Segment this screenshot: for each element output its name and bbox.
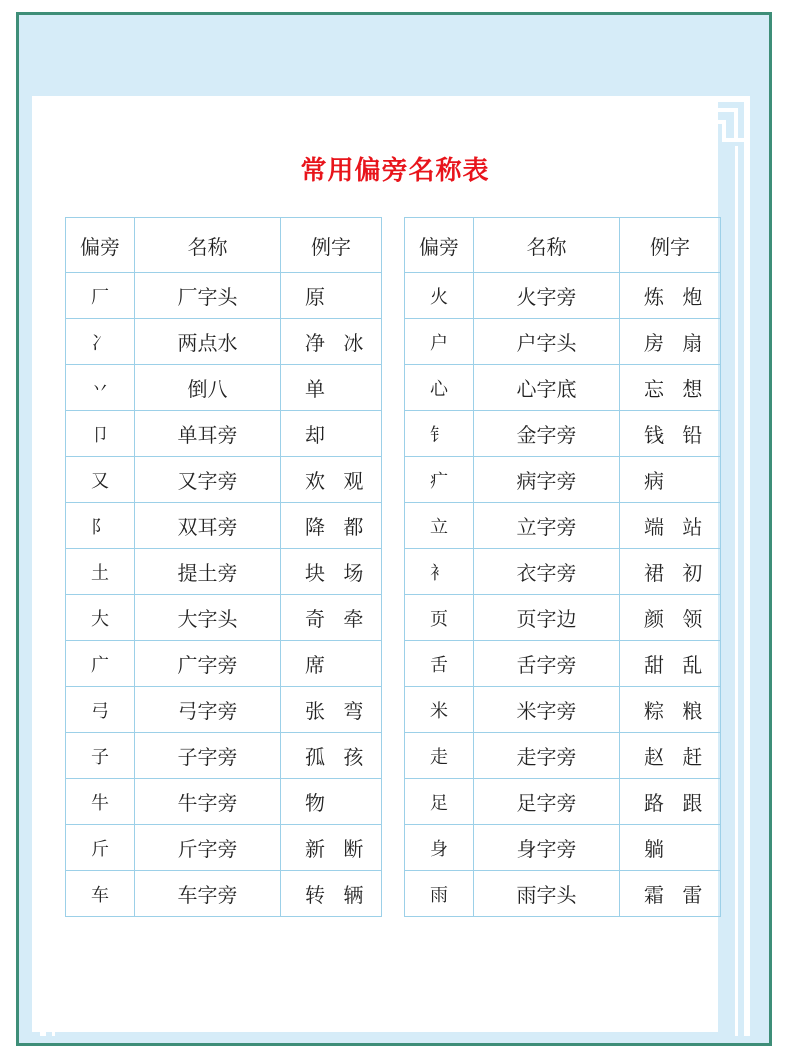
table-row — [405, 457, 721, 503]
radical-name-cell: 病字旁 — [474, 457, 620, 503]
table-row — [66, 549, 382, 595]
radical-name-cell: 厂字头 — [135, 273, 281, 319]
table-row — [405, 411, 721, 457]
radical-cell: 大 — [66, 595, 135, 641]
example-chars-cell: 张 弯 — [281, 687, 382, 733]
radical-cell: 又 — [66, 457, 135, 503]
radical-name-cell: 两点水 — [135, 319, 281, 365]
example-chars-cell: 病 — [620, 457, 721, 503]
radical-name-cell: 衣字旁 — [474, 549, 620, 595]
radical-cell: 走 — [405, 733, 474, 779]
radical-cell: 户 — [405, 319, 474, 365]
radical-cell: 页 — [405, 595, 474, 641]
table-row — [405, 687, 721, 733]
radical-cell: 火 — [405, 273, 474, 319]
radical-name-cell: 身字旁 — [474, 825, 620, 871]
example-chars-cell: 路 跟 — [620, 779, 721, 825]
radical-name-cell: 单耳旁 — [135, 411, 281, 457]
table-row — [405, 549, 721, 595]
table-row — [66, 871, 382, 917]
table-row — [405, 273, 721, 319]
radical-cell: 心 — [405, 365, 474, 411]
example-chars-cell: 霜 雷 — [620, 871, 721, 917]
example-chars-cell: 裙 初 — [620, 549, 721, 595]
right-radical-table — [404, 217, 721, 917]
header-examples: 例字 — [281, 218, 382, 273]
radical-name-cell: 斤字旁 — [135, 825, 281, 871]
radical-name-cell: 双耳旁 — [135, 503, 281, 549]
table-row — [66, 779, 382, 825]
header-radical: 偏旁 — [405, 218, 474, 273]
radical-name-cell: 火字旁 — [474, 273, 620, 319]
radical-name-cell: 立字旁 — [474, 503, 620, 549]
radical-cell: 子 — [66, 733, 135, 779]
table-row — [405, 733, 721, 779]
example-chars-cell: 端 站 — [620, 503, 721, 549]
table-row — [405, 595, 721, 641]
example-chars-cell: 奇 牵 — [281, 595, 382, 641]
page-title: 常用偏旁名称表 — [300, 156, 490, 186]
radical-name-cell: 雨字头 — [474, 871, 620, 917]
example-chars-cell: 物 — [281, 779, 382, 825]
example-chars-cell: 甜 乱 — [620, 641, 721, 687]
radical-name-cell: 户字头 — [474, 319, 620, 365]
example-chars-cell: 席 — [281, 641, 382, 687]
table-row — [66, 411, 382, 457]
example-chars-cell: 欢 观 — [281, 457, 382, 503]
radical-cell: 广 — [66, 641, 135, 687]
radical-name-cell: 走字旁 — [474, 733, 620, 779]
radical-cell: 米 — [405, 687, 474, 733]
example-chars-cell: 赵 赶 — [620, 733, 721, 779]
radical-cell: 雨 — [405, 871, 474, 917]
table-row — [66, 365, 382, 411]
example-chars-cell: 孤 孩 — [281, 733, 382, 779]
radical-name-cell: 牛字旁 — [135, 779, 281, 825]
table-row — [405, 503, 721, 549]
radical-cell: 斤 — [66, 825, 135, 871]
example-chars-cell: 块 场 — [281, 549, 382, 595]
header-radical: 偏旁 — [66, 218, 135, 273]
radical-name-cell: 车字旁 — [135, 871, 281, 917]
table-row — [66, 687, 382, 733]
table-header-row — [66, 218, 382, 273]
example-chars-cell: 单 — [281, 365, 382, 411]
example-chars-cell: 新 断 — [281, 825, 382, 871]
radical-name-cell: 大字头 — [135, 595, 281, 641]
table-header-row — [405, 218, 721, 273]
table-row — [66, 273, 382, 319]
radical-cell: 弓 — [66, 687, 135, 733]
radical-name-cell: 广字旁 — [135, 641, 281, 687]
header-name: 名称 — [135, 218, 281, 273]
radical-name-cell: 页字边 — [474, 595, 620, 641]
radical-cell: 疒 — [405, 457, 474, 503]
radical-cell: 车 — [66, 871, 135, 917]
table-row — [405, 641, 721, 687]
example-chars-cell: 粽 粮 — [620, 687, 721, 733]
table-row — [66, 733, 382, 779]
example-chars-cell: 炼 炮 — [620, 273, 721, 319]
header-name: 名称 — [474, 218, 620, 273]
radical-cell: 身 — [405, 825, 474, 871]
radical-cell: 阝 — [66, 503, 135, 549]
radical-name-cell: 足字旁 — [474, 779, 620, 825]
radical-cell: 卩 — [66, 411, 135, 457]
table-row — [66, 595, 382, 641]
example-chars-cell: 降 都 — [281, 503, 382, 549]
radical-name-cell: 子字旁 — [135, 733, 281, 779]
example-chars-cell: 躺 — [620, 825, 721, 871]
radical-name-cell: 又字旁 — [135, 457, 281, 503]
radical-cell: 舌 — [405, 641, 474, 687]
table-row — [405, 871, 721, 917]
table-row — [405, 319, 721, 365]
radical-name-cell: 弓字旁 — [135, 687, 281, 733]
table-row — [405, 779, 721, 825]
header-examples: 例字 — [620, 218, 721, 273]
radical-name-cell: 米字旁 — [474, 687, 620, 733]
table-row — [66, 825, 382, 871]
example-chars-cell: 转 辆 — [281, 871, 382, 917]
radical-name-cell: 倒八 — [135, 365, 281, 411]
radical-cell: 钅 — [405, 411, 474, 457]
radical-name-cell: 心字底 — [474, 365, 620, 411]
radical-cell: 衤 — [405, 549, 474, 595]
radical-cell: 丷 — [66, 365, 135, 411]
radical-cell: 牛 — [66, 779, 135, 825]
radical-cell: 冫 — [66, 319, 135, 365]
radical-name-cell: 金字旁 — [474, 411, 620, 457]
table-row — [405, 365, 721, 411]
radical-name-cell: 舌字旁 — [474, 641, 620, 687]
radical-cell: 足 — [405, 779, 474, 825]
table-row — [66, 503, 382, 549]
example-chars-cell: 房 扇 — [620, 319, 721, 365]
radical-name-cell: 提土旁 — [135, 549, 281, 595]
left-radical-table — [65, 217, 382, 917]
example-chars-cell: 却 — [281, 411, 382, 457]
table-row — [66, 641, 382, 687]
table-row — [405, 825, 721, 871]
table-row — [66, 457, 382, 503]
table-row — [66, 319, 382, 365]
example-chars-cell: 原 — [281, 273, 382, 319]
example-chars-cell: 净 冰 — [281, 319, 382, 365]
example-chars-cell: 忘 想 — [620, 365, 721, 411]
example-chars-cell: 钱 铅 — [620, 411, 721, 457]
example-chars-cell: 颜 领 — [620, 595, 721, 641]
radical-cell: 厂 — [66, 273, 135, 319]
radical-cell: 立 — [405, 503, 474, 549]
radical-cell: 土 — [66, 549, 135, 595]
